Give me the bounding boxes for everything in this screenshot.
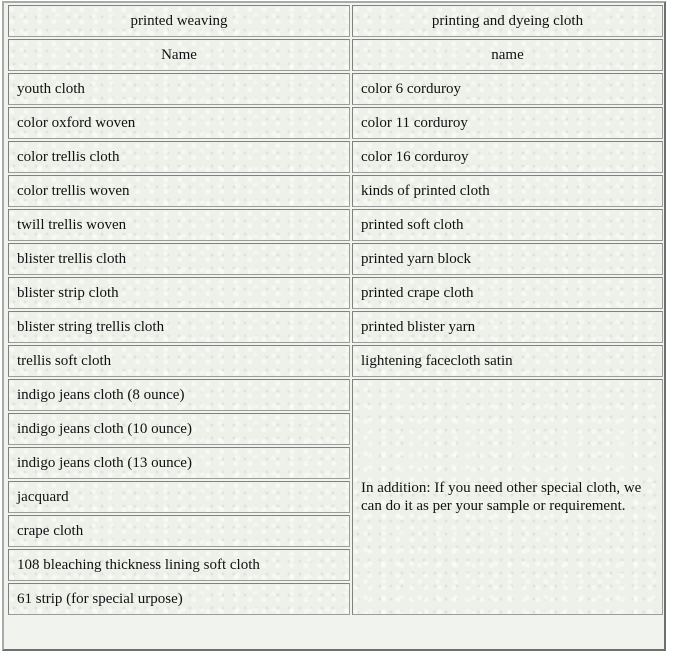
header-printed-weaving: printed weaving <box>8 5 350 37</box>
table-row <box>8 345 663 377</box>
left-item: blister string trellis cloth <box>8 311 350 343</box>
table-row <box>8 73 663 105</box>
left-item: trellis soft cloth <box>8 345 350 377</box>
left-item: 108 bleaching thickness lining soft cloth <box>8 549 350 581</box>
left-item: indigo jeans cloth (8 ounce) <box>8 379 350 411</box>
left-item: color trellis woven <box>8 175 350 207</box>
left-item: blister trellis cloth <box>8 243 350 275</box>
right-item: kinds of printed cloth <box>352 175 663 207</box>
left-item: youth cloth <box>8 73 350 105</box>
table-row <box>8 209 663 241</box>
right-item: printed crape cloth <box>352 277 663 309</box>
left-item: blister strip cloth <box>8 277 350 309</box>
right-item: printed blister yarn <box>352 311 663 343</box>
right-item: printed soft cloth <box>352 209 663 241</box>
left-item: jacquard <box>8 481 350 513</box>
left-item: twill trellis woven <box>8 209 350 241</box>
fabric-table <box>6 3 665 617</box>
subheader-row <box>8 39 663 71</box>
right-item: color 16 corduroy <box>352 141 663 173</box>
table-row <box>8 175 663 207</box>
subheader-name-right: name <box>352 39 663 71</box>
subheader-name-left: Name <box>8 39 350 71</box>
left-item: indigo jeans cloth (13 ounce) <box>8 447 350 479</box>
table-row <box>8 243 663 275</box>
header-printing-dyeing: printing and dyeing cloth <box>352 5 663 37</box>
table-row <box>8 379 663 411</box>
special-cloth-note: In addition: If you need other special cloth, we can do it as per your sample or requirement. <box>352 379 663 615</box>
left-item: 61 strip (for special urpose) <box>8 583 350 615</box>
header-row <box>8 5 663 37</box>
right-item: lightening facecloth satin <box>352 345 663 377</box>
table-row <box>8 141 663 173</box>
table-row <box>8 277 663 309</box>
table-row <box>8 311 663 343</box>
right-item: printed yarn block <box>352 243 663 275</box>
left-item: color trellis cloth <box>8 141 350 173</box>
left-item: indigo jeans cloth (10 ounce) <box>8 413 350 445</box>
right-item: color 11 corduroy <box>352 107 663 139</box>
left-item: crape cloth <box>8 515 350 547</box>
right-item: color 6 corduroy <box>352 73 663 105</box>
table-row <box>8 107 663 139</box>
left-item: color oxford woven <box>8 107 350 139</box>
